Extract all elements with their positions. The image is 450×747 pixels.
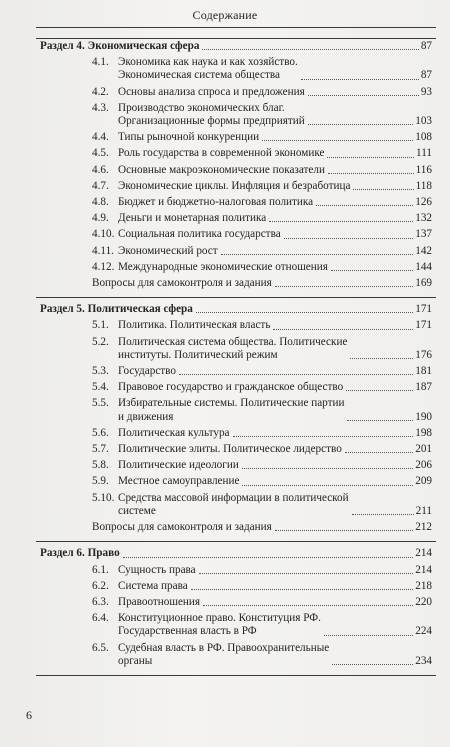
toc-entry-number: 4.4. bbox=[92, 131, 109, 144]
self-check-entry bbox=[40, 277, 432, 290]
toc-entry-title bbox=[92, 212, 266, 225]
toc-entry-title bbox=[92, 492, 349, 518]
toc-entry-title bbox=[92, 261, 328, 274]
toc-entry-page: 142 bbox=[415, 244, 432, 257]
toc-entry-page: 126 bbox=[415, 196, 432, 209]
self-check-page: 212 bbox=[415, 521, 432, 534]
leader-dots bbox=[275, 286, 413, 287]
section-title: Раздел 6. Право bbox=[40, 547, 120, 560]
toc-entry-number: 5.9. bbox=[92, 475, 109, 488]
leader-dots bbox=[275, 530, 413, 531]
toc-entry bbox=[40, 397, 432, 423]
toc-entry bbox=[40, 228, 432, 241]
toc-entry-number: 6.5. bbox=[92, 641, 109, 654]
section-title: Раздел 4. Экономическая сфера bbox=[40, 40, 200, 52]
toc-entry-page: 220 bbox=[415, 595, 432, 608]
toc-entry-number: 4.6. bbox=[92, 163, 109, 176]
toc-entry-line1: Типы рыночной конкуренции bbox=[118, 131, 260, 144]
toc-entry-line1: Деньги и монетарная политика bbox=[118, 212, 267, 225]
toc-entry-line2: институты. Политический режим bbox=[118, 348, 278, 361]
toc-entry-line1: Избирательные системы. Политические партии bbox=[118, 397, 345, 410]
leader-dots bbox=[191, 589, 414, 590]
toc-entry-number: 6.4. bbox=[92, 612, 109, 625]
toc-entry-page: 93 bbox=[420, 85, 432, 98]
toc-entry-page: 108 bbox=[415, 131, 432, 144]
leader-dots bbox=[199, 573, 414, 574]
section-heading bbox=[40, 547, 432, 560]
leader-dots bbox=[327, 157, 414, 158]
toc-entry-title bbox=[92, 580, 188, 593]
toc-entry-page: 111 bbox=[416, 147, 432, 160]
toc-entry-page: 103 bbox=[415, 115, 432, 128]
section-page: 87 bbox=[420, 40, 432, 52]
toc-entry-title bbox=[92, 164, 325, 177]
toc-entry-number: 4.12. bbox=[92, 260, 115, 273]
toc-entry-line1: Социальная политика государства bbox=[118, 228, 281, 241]
toc-entry-line1: Производство экономических благ. bbox=[118, 101, 285, 114]
toc-entry-page: 209 bbox=[415, 475, 432, 488]
self-check-page: 169 bbox=[415, 277, 432, 290]
toc-entry-line1: Международные экономические отношения bbox=[118, 260, 328, 273]
toc-entry-number: 5.5. bbox=[92, 397, 109, 410]
toc-entry-page: 176 bbox=[415, 348, 432, 361]
toc-entry-line2: Организационные формы предприятий bbox=[118, 115, 305, 128]
toc-entry-title bbox=[92, 612, 321, 638]
leader-dots bbox=[233, 436, 414, 437]
toc-entry-line1: Государство bbox=[118, 365, 176, 378]
running-header: Содержание bbox=[192, 8, 258, 22]
section-page: 214 bbox=[415, 547, 432, 560]
leader-dots bbox=[328, 173, 414, 174]
toc-entry-number: 4.11. bbox=[92, 244, 114, 257]
toc-entry bbox=[40, 212, 432, 225]
toc-entry-number: 6.2. bbox=[92, 579, 109, 592]
toc-entry-page: 137 bbox=[415, 228, 432, 241]
toc-entry bbox=[40, 86, 432, 99]
toc-entry bbox=[40, 475, 432, 488]
toc-entry-title bbox=[92, 427, 230, 440]
toc-entry-page: 201 bbox=[415, 443, 432, 456]
leader-dots bbox=[346, 390, 413, 391]
toc-entry-number: 4.8. bbox=[92, 196, 109, 209]
leader-dots bbox=[350, 358, 413, 359]
toc-top-rule bbox=[36, 38, 436, 39]
toc-entry bbox=[40, 596, 432, 609]
section-heading bbox=[40, 40, 432, 53]
header-rule bbox=[36, 27, 436, 28]
leader-dots bbox=[273, 329, 413, 330]
toc-entry bbox=[40, 196, 432, 209]
toc-bottom-rule bbox=[36, 675, 436, 676]
toc-entry bbox=[40, 492, 432, 518]
toc-entry-line2: системе bbox=[118, 504, 156, 517]
self-check-entry bbox=[40, 521, 432, 534]
page-number: 6 bbox=[26, 708, 32, 722]
leader-dots bbox=[242, 485, 413, 486]
toc-entry-page: 187 bbox=[415, 381, 432, 394]
toc-entry-line1: Политическая система общества. Политические bbox=[118, 335, 348, 348]
section-page: 171 bbox=[415, 303, 432, 316]
toc-entry-page: 190 bbox=[415, 410, 432, 423]
toc-entry-title bbox=[92, 365, 176, 378]
toc-entry-title bbox=[92, 642, 329, 668]
toc-entry-line2: органы bbox=[118, 654, 153, 667]
leader-dots bbox=[221, 254, 414, 255]
toc-entry-page: 132 bbox=[415, 212, 432, 225]
toc-entry-line1: Правоотношения bbox=[118, 595, 201, 608]
toc-entry-title bbox=[92, 245, 218, 258]
toc-entry-line1: Местное самоуправление bbox=[118, 475, 240, 488]
toc-entry-line2: Экономическая система общества bbox=[118, 69, 280, 82]
toc-entry-title bbox=[92, 228, 281, 241]
toc-entry-line1: Система права bbox=[118, 579, 188, 592]
toc-entry-line1: Экономика как наука и как хозяйство. bbox=[118, 56, 298, 69]
toc-entry-title bbox=[92, 475, 239, 488]
toc-entry-line1: Правовое государство и гражданское общество bbox=[118, 381, 344, 394]
toc-entry-page: 218 bbox=[415, 579, 432, 592]
toc-entry-number: 6.1. bbox=[92, 563, 109, 576]
leader-dots bbox=[262, 140, 413, 141]
toc-entry-page: 116 bbox=[415, 163, 432, 176]
leader-dots bbox=[196, 312, 413, 313]
leader-dots bbox=[308, 95, 419, 96]
toc-entry-page: 211 bbox=[415, 504, 432, 517]
toc-entry-line1: Политическая культура bbox=[118, 426, 230, 439]
toc-entry bbox=[40, 459, 432, 472]
section-title: Раздел 5. Политическая сфера bbox=[40, 303, 193, 316]
toc-entry-line1: Политические элиты. Политическое лидерство bbox=[118, 443, 342, 456]
leader-dots bbox=[345, 452, 413, 453]
toc-entry bbox=[40, 443, 432, 456]
toc-entry-number: 4.5. bbox=[92, 147, 109, 160]
toc-entry-line1: Политика. Политическая власть bbox=[118, 319, 271, 332]
toc-entry bbox=[40, 365, 432, 378]
leader-dots bbox=[179, 374, 413, 375]
toc-entry-line1: Бюджет и бюджетно-налоговая политика bbox=[118, 196, 314, 209]
toc-entry-page: 234 bbox=[415, 654, 432, 667]
toc-entry bbox=[40, 147, 432, 160]
section-separator bbox=[36, 297, 436, 298]
toc-entry bbox=[40, 56, 432, 82]
toc-entry-line1: Роль государства в современной экономике bbox=[118, 147, 325, 160]
toc-entry-number: 5.8. bbox=[92, 459, 109, 472]
toc-entry-number: 5.1. bbox=[92, 319, 109, 332]
toc-entry-line1: Основы анализа спроса и предложения bbox=[118, 85, 305, 98]
toc-entry-line2: и движения bbox=[118, 410, 174, 423]
toc-entry bbox=[40, 261, 432, 274]
toc-entry-number: 5.4. bbox=[92, 381, 109, 394]
leader-dots bbox=[324, 635, 413, 636]
toc-entry-line1: Экономический рост bbox=[118, 244, 218, 257]
toc-entry-line1: Политические идеологии bbox=[118, 459, 239, 472]
table-of-contents bbox=[40, 40, 432, 671]
toc-entry-title bbox=[92, 596, 200, 609]
toc-entry-title bbox=[92, 397, 344, 423]
toc-entry-number: 5.3. bbox=[92, 365, 109, 378]
toc-entry-title bbox=[92, 131, 259, 144]
toc-entry-page: 181 bbox=[415, 365, 432, 378]
toc-entry bbox=[40, 180, 432, 193]
toc-entry-page: 118 bbox=[415, 179, 432, 192]
toc-entry bbox=[40, 319, 432, 332]
toc-entry bbox=[40, 580, 432, 593]
section-separator bbox=[36, 541, 436, 542]
toc-entry-title bbox=[92, 564, 196, 577]
toc-entry-number: 4.10. bbox=[92, 228, 115, 241]
toc-entry-number: 5.7. bbox=[92, 443, 109, 456]
toc-entry-title bbox=[92, 56, 298, 82]
self-check-title: Вопросы для самоконтроля и задания bbox=[92, 521, 272, 534]
toc-entry-page: 206 bbox=[415, 459, 432, 472]
section-heading bbox=[40, 303, 432, 316]
leader-dots bbox=[353, 189, 413, 190]
toc-entry-line1: Экономические циклы. Инфляция и безработица bbox=[118, 179, 351, 192]
toc-entry-title bbox=[92, 443, 342, 456]
leader-dots bbox=[301, 79, 419, 80]
toc-entry bbox=[40, 612, 432, 638]
toc-entry bbox=[40, 336, 432, 362]
toc-entry-title bbox=[92, 147, 324, 160]
toc-entry-line1: Конституционное право. Конституция РФ. bbox=[118, 612, 321, 625]
leader-dots bbox=[352, 514, 414, 515]
leader-dots bbox=[203, 605, 413, 606]
toc-entry bbox=[40, 427, 432, 440]
toc-entry bbox=[40, 245, 432, 258]
toc-entry-number: 4.3. bbox=[92, 101, 109, 114]
toc-entry-page: 171 bbox=[415, 319, 432, 332]
toc-entry bbox=[40, 642, 432, 668]
toc-entry-number: 4.2. bbox=[92, 85, 109, 98]
toc-entry-line1: Средства массовой информации в политической bbox=[118, 491, 349, 504]
toc-entry-title bbox=[92, 459, 239, 472]
leader-dots bbox=[202, 49, 418, 50]
toc-entry-title bbox=[92, 336, 347, 362]
toc-entry-line1: Сущность права bbox=[118, 563, 196, 576]
toc-entry-page: 87 bbox=[420, 69, 432, 82]
toc-entry bbox=[40, 564, 432, 577]
leader-dots bbox=[284, 238, 414, 239]
toc-entry bbox=[40, 381, 432, 394]
toc-entry-line1: Судебная власть в РФ. Правоохранительные bbox=[118, 641, 330, 654]
leader-dots bbox=[123, 557, 414, 558]
leader-dots bbox=[308, 124, 413, 125]
toc-entry-line2: Государственная власть в РФ bbox=[118, 625, 257, 638]
toc-entry-page: 198 bbox=[415, 426, 432, 439]
toc-entry-number: 4.1. bbox=[92, 56, 109, 69]
toc-entry-title bbox=[92, 319, 270, 332]
toc-entry-page: 214 bbox=[415, 563, 432, 576]
toc-entry-title bbox=[92, 196, 313, 209]
toc-entry bbox=[40, 164, 432, 177]
toc-entry-number: 6.3. bbox=[92, 595, 109, 608]
toc-entry-title bbox=[92, 180, 350, 193]
leader-dots bbox=[269, 221, 413, 222]
toc-entry-number: 4.9. bbox=[92, 212, 109, 225]
toc-entry-number: 5.10. bbox=[92, 491, 115, 504]
toc-entry-line1: Основные макроэкономические показатели bbox=[118, 163, 325, 176]
leader-dots bbox=[242, 468, 413, 469]
toc-entry bbox=[40, 102, 432, 128]
toc-entry-number: 5.6. bbox=[92, 426, 109, 439]
toc-entry-title bbox=[92, 102, 305, 128]
leader-dots bbox=[347, 420, 413, 421]
toc-entry-number: 5.2. bbox=[92, 335, 109, 348]
toc-entry-title bbox=[92, 381, 343, 394]
leader-dots bbox=[332, 664, 413, 665]
leader-dots bbox=[316, 205, 413, 206]
toc-entry bbox=[40, 131, 432, 144]
toc-entry-page: 224 bbox=[415, 625, 432, 638]
toc-entry-page: 144 bbox=[415, 260, 432, 273]
toc-entry-number: 4.7. bbox=[92, 179, 109, 192]
toc-entry-title bbox=[92, 86, 305, 99]
self-check-title: Вопросы для самоконтроля и задания bbox=[92, 277, 272, 290]
leader-dots bbox=[331, 270, 413, 271]
